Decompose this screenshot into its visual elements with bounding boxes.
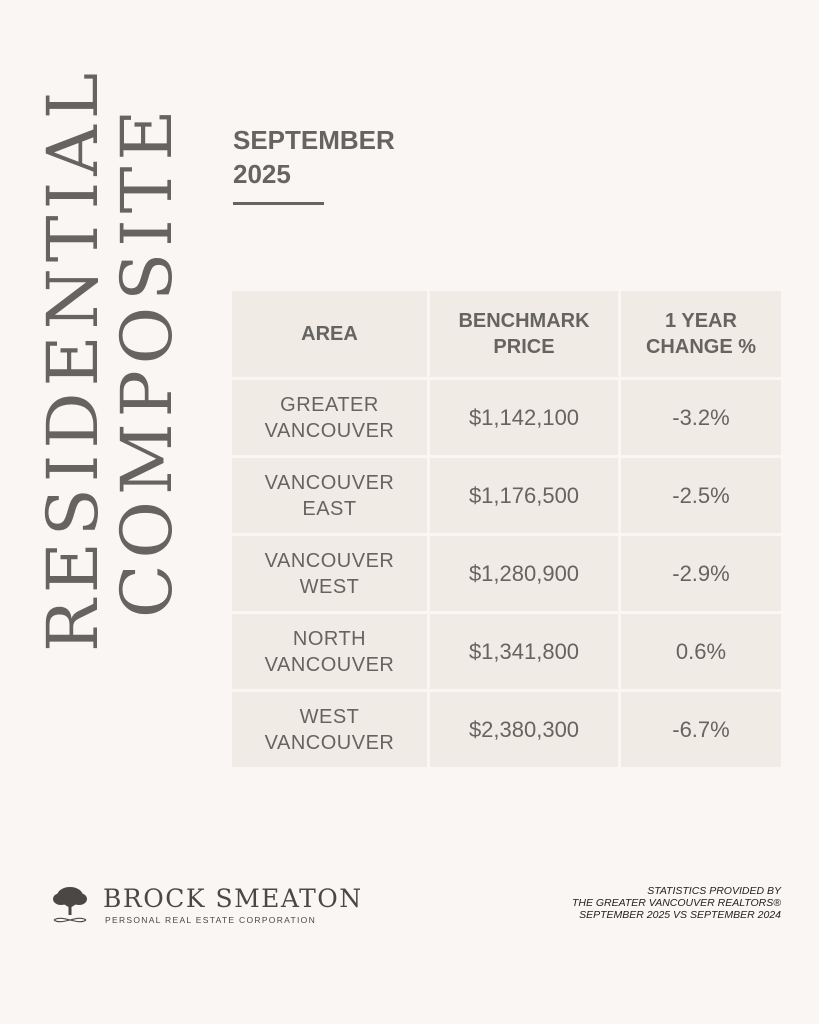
- row-price: $1,142,100: [430, 380, 618, 455]
- source-line3: SEPTEMBER 2025 VS SEPTEMBER 2024: [579, 909, 781, 921]
- source-note: [461, 885, 781, 921]
- period-year: 2025: [233, 159, 291, 189]
- stats-table: [232, 291, 781, 767]
- period-month: SEPTEMBER: [233, 125, 395, 155]
- row-change: -2.5%: [621, 458, 781, 533]
- row-price: $1,341,800: [430, 614, 618, 689]
- period-divider: [233, 202, 324, 205]
- area-line2: EAST: [302, 497, 357, 520]
- area-line1: NORTH: [292, 627, 367, 650]
- row-change: -2.9%: [621, 536, 781, 611]
- area-line1: VANCOUVER: [264, 549, 395, 572]
- report-period: [233, 123, 433, 191]
- row-area: [232, 692, 427, 767]
- header-price-line2: PRICE: [493, 336, 555, 358]
- header-price-line1: BENCHMARK: [458, 310, 590, 332]
- title-composite: COMPOSITE: [106, 103, 188, 618]
- row-area: [232, 458, 427, 533]
- tree-icon: [50, 884, 90, 926]
- row-price: $1,280,900: [430, 536, 618, 611]
- area-line1: VANCOUVER: [264, 471, 395, 494]
- header-change-line2: CHANGE %: [645, 336, 756, 358]
- area-line2: VANCOUVER: [264, 653, 395, 676]
- row-change: -6.7%: [621, 692, 781, 767]
- row-area: [232, 614, 427, 689]
- brand-name: BROCK SMEATON: [103, 884, 363, 913]
- source-line1: STATISTICS PROVIDED BY: [647, 885, 781, 897]
- area-line1: WEST: [299, 705, 360, 728]
- header-change-line1: 1 YEAR: [665, 310, 737, 332]
- brand-logo: [50, 882, 363, 932]
- area-line2: WEST: [299, 575, 360, 598]
- row-area: [232, 380, 427, 455]
- row-price: $2,380,300: [430, 692, 618, 767]
- row-price: $1,176,500: [430, 458, 618, 533]
- header-area: [232, 291, 427, 377]
- area-line2: VANCOUVER: [264, 419, 395, 442]
- source-line2: THE GREATER VANCOUVER REALTORS®: [571, 897, 781, 909]
- header-area-label: AREA: [301, 323, 358, 345]
- row-change: -3.2%: [621, 380, 781, 455]
- area-line1: GREATER: [280, 393, 379, 416]
- brand-subtitle: PERSONAL REAL ESTATE CORPORATION: [105, 915, 317, 925]
- header-change: [621, 291, 781, 377]
- row-change: 0.6%: [621, 614, 781, 689]
- row-area: [232, 536, 427, 611]
- header-price: [430, 291, 618, 377]
- area-line2: VANCOUVER: [264, 731, 395, 754]
- title-residential: RESIDENTIAL: [32, 66, 114, 652]
